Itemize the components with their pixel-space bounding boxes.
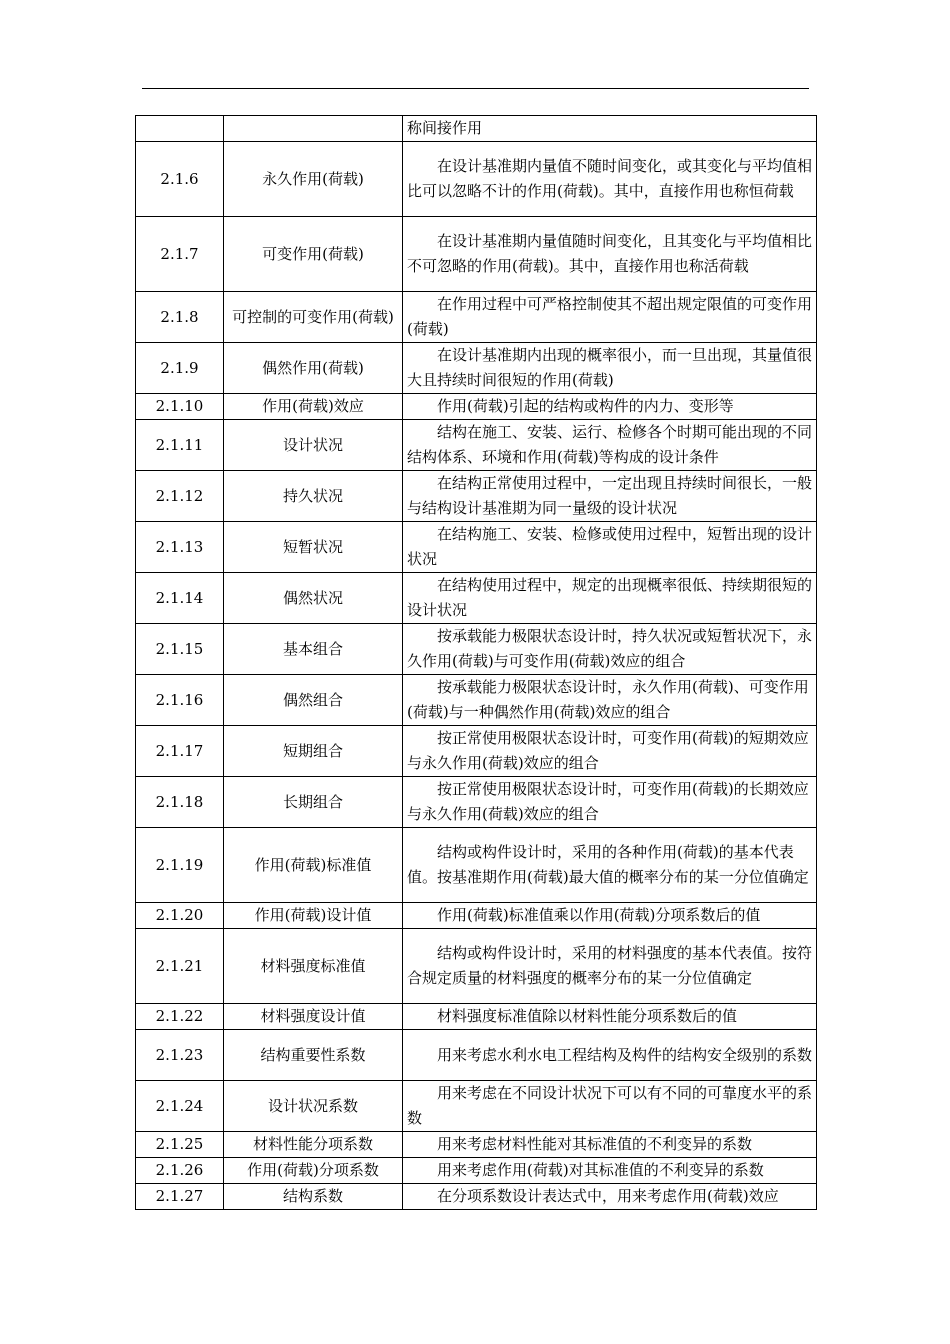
clause-number: 2.1.13 [136, 522, 224, 573]
table-row [136, 1081, 817, 1132]
table-row [136, 471, 817, 522]
clause-number: 2.1.21 [136, 929, 224, 1004]
term-name: 短期组合 [224, 726, 403, 777]
term-name: 材料强度设计值 [224, 1004, 403, 1030]
table-row [136, 903, 817, 929]
clause-number: 2.1.27 [136, 1184, 224, 1210]
term-definition: 结构或构件设计时，采用的材料强度的基本代表值。按符合规定质量的材料强度的概率分布的某一分位值确定 [403, 929, 817, 1004]
clause-number: 2.1.24 [136, 1081, 224, 1132]
clause-number: 2.1.10 [136, 394, 224, 420]
clause-number: 2.1.22 [136, 1004, 224, 1030]
clause-number: 2.1.19 [136, 828, 224, 903]
table-row [136, 217, 817, 292]
clause-number: 2.1.12 [136, 471, 224, 522]
table-row [136, 1132, 817, 1158]
term-definition: 在分项系数设计表达式中，用来考虑作用(荷载)效应 [403, 1184, 817, 1210]
term-name: 可控制的可变作用(荷载) [224, 292, 403, 343]
table-row [136, 1158, 817, 1184]
term-name: 材料性能分项系数 [224, 1132, 403, 1158]
term-definition: 在结构使用过程中，规定的出现概率很低、持续期很短的设计状况 [403, 573, 817, 624]
term-name: 结构重要性系数 [224, 1030, 403, 1081]
term-name: 永久作用(荷载) [224, 142, 403, 217]
term-name: 结构系数 [224, 1184, 403, 1210]
table-row [136, 116, 817, 142]
clause-number: 2.1.7 [136, 217, 224, 292]
table-row [136, 1004, 817, 1030]
clause-number: 2.1.9 [136, 343, 224, 394]
table-row [136, 522, 817, 573]
term-definition: 用来考虑在不同设计状况下可以有不同的可靠度水平的系数 [403, 1081, 817, 1132]
clause-number: 2.1.6 [136, 142, 224, 217]
term-name: 作用(荷载)分项系数 [224, 1158, 403, 1184]
terms-table [135, 115, 817, 1210]
table-row [136, 1184, 817, 1210]
table-row [136, 675, 817, 726]
clause-number: 2.1.18 [136, 777, 224, 828]
table-row [136, 420, 817, 471]
term-definition: 按正常使用极限状态设计时，可变作用(荷载)的长期效应与永久作用(荷载)效应的组合 [403, 777, 817, 828]
table-row [136, 1030, 817, 1081]
term-name: 持久状况 [224, 471, 403, 522]
term-definition: 作用(荷载)引起的结构或构件的内力、变形等 [403, 394, 817, 420]
clause-number: 2.1.17 [136, 726, 224, 777]
table-row [136, 292, 817, 343]
term-name: 设计状况系数 [224, 1081, 403, 1132]
term-definition: 在设计基准期内量值随时间变化，且其变化与平均值相比不可忽略的作用(荷载)。其中，直接作用也称活荷载 [403, 217, 817, 292]
clause-number: 2.1.8 [136, 292, 224, 343]
term-definition: 在结构正常使用过程中，一定出现且持续时间很长，一般与结构设计基准期为同一量级的设计状况 [403, 471, 817, 522]
terms-table-body [136, 116, 817, 1210]
term-name: 作用(荷载)设计值 [224, 903, 403, 929]
table-row [136, 142, 817, 217]
term-name: 材料强度标准值 [224, 929, 403, 1004]
clause-number: 2.1.25 [136, 1132, 224, 1158]
table-row [136, 777, 817, 828]
term-definition: 按正常使用极限状态设计时，可变作用(荷载)的短期效应与永久作用(荷载)效应的组合 [403, 726, 817, 777]
term-name: 可变作用(荷载) [224, 217, 403, 292]
term-name: 偶然作用(荷载) [224, 343, 403, 394]
clause-number: 2.1.20 [136, 903, 224, 929]
term-definition: 在设计基准期内量值不随时间变化，或其变化与平均值相比可以忽略不计的作用(荷载)。其中，直接作用也称恒荷载 [403, 142, 817, 217]
clause-number: 2.1.15 [136, 624, 224, 675]
term-name: 长期组合 [224, 777, 403, 828]
table-row [136, 394, 817, 420]
table-row [136, 828, 817, 903]
term-name [224, 116, 403, 142]
clause-number: 2.1.16 [136, 675, 224, 726]
clause-number: 2.1.11 [136, 420, 224, 471]
term-name: 偶然组合 [224, 675, 403, 726]
term-definition: 在作用过程中可严格控制使其不超出规定限值的可变作用(荷载) [403, 292, 817, 343]
term-definition: 材料强度标准值除以材料性能分项系数后的值 [403, 1004, 817, 1030]
header-rule [142, 88, 809, 89]
term-definition: 作用(荷载)标准值乘以作用(荷载)分项系数后的值 [403, 903, 817, 929]
term-name: 偶然状况 [224, 573, 403, 624]
term-definition: 在设计基准期内出现的概率很小，而一旦出现，其量值很大且持续时间很短的作用(荷载) [403, 343, 817, 394]
table-row [136, 929, 817, 1004]
term-definition: 结构在施工、安装、运行、检修各个时期可能出现的不同结构体系、环境和作用(荷载)等构成的设计条件 [403, 420, 817, 471]
clause-number: 2.1.23 [136, 1030, 224, 1081]
table-row [136, 573, 817, 624]
term-definition: 用来考虑材料性能对其标准值的不利变异的系数 [403, 1132, 817, 1158]
clause-number: 2.1.14 [136, 573, 224, 624]
table-row [136, 726, 817, 777]
term-name: 设计状况 [224, 420, 403, 471]
term-definition: 在结构施工、安装、检修或使用过程中，短暂出现的设计状况 [403, 522, 817, 573]
table-row [136, 624, 817, 675]
term-definition: 用来考虑水利水电工程结构及构件的结构安全级别的系数 [403, 1030, 817, 1081]
term-definition: 按承载能力极限状态设计时，持久状况或短暂状况下，永久作用(荷载)与可变作用(荷载)效应的组合 [403, 624, 817, 675]
term-name: 基本组合 [224, 624, 403, 675]
table-row [136, 343, 817, 394]
clause-number: 2.1.26 [136, 1158, 224, 1184]
clause-number [136, 116, 224, 142]
term-name: 短暂状况 [224, 522, 403, 573]
term-name: 作用(荷载)标准值 [224, 828, 403, 903]
term-name: 作用(荷载)效应 [224, 394, 403, 420]
term-definition: 按承载能力极限状态设计时，永久作用(荷载)、可变作用(荷载)与一种偶然作用(荷载)效应的组合 [403, 675, 817, 726]
term-definition: 称间接作用 [403, 116, 817, 142]
term-definition: 用来考虑作用(荷载)对其标准值的不利变异的系数 [403, 1158, 817, 1184]
term-definition: 结构或构件设计时，采用的各种作用(荷载)的基本代表值。按基准期作用(荷载)最大值的概率分布的某一分位值确定 [403, 828, 817, 903]
